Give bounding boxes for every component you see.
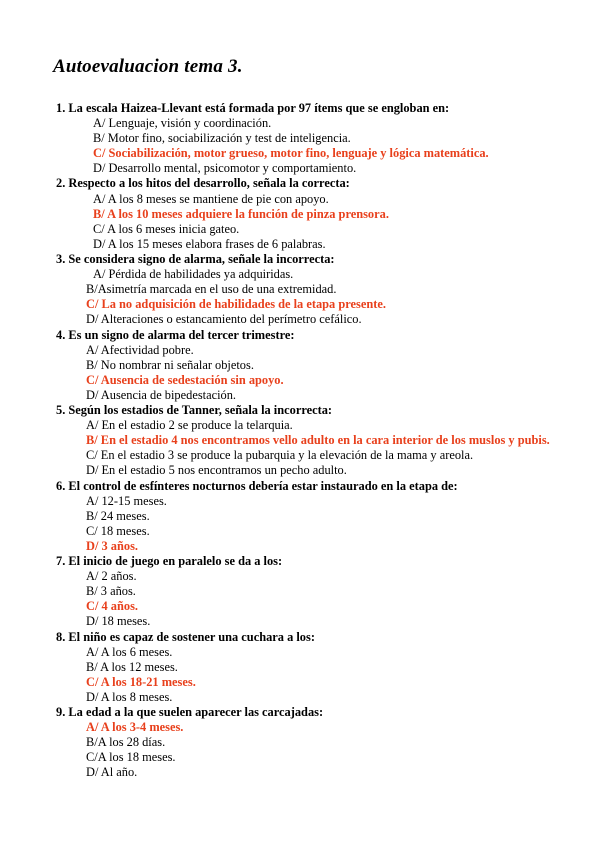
q8-answer-c-correct: C/ A los 18-21 meses. <box>86 675 196 689</box>
q8-answer-b: B/ A los 12 meses. <box>86 660 178 674</box>
q5-answer-d: D/ En el estadio 5 nos encontramos un pecho adulto. <box>86 463 347 477</box>
q7-answer-c-correct: C/ 4 años. <box>86 599 138 613</box>
q1-answer-c-correct: C/ Sociabilización, motor grueso, motor fino, lenguaje y lógica matemática. <box>93 146 489 160</box>
q1-answer-b: B/ Motor fino, sociabilización y test de inteligencia. <box>93 131 351 145</box>
q2-answer-b-correct: B/ A los 10 meses adquiere la función de pinza prensora. <box>93 207 389 221</box>
q7-answer-b: B/ 3 años. <box>86 584 136 598</box>
q7-answer-a: A/ 2 años. <box>86 569 137 583</box>
question-6: 6. El control de esfínteres nocturnos debería estar instaurado en la etapa de: <box>56 479 458 493</box>
q8-answer-d: D/ A los 8 meses. <box>86 690 173 704</box>
question-1: 1. La escala Haizea-Llevant está formada por 97 ítems que se engloban en: <box>56 101 450 115</box>
q5-answer-b-correct: B/ En el estadio 4 nos encontramos vello adulto en la cara interior de los muslos y pubis. <box>86 433 550 447</box>
q3-answer-d: D/ Alteraciones o estancamiento del perímetro cefálico. <box>86 312 362 326</box>
question-2: 2. Respecto a los hitos del desarrollo, señala la correcta: <box>56 176 350 190</box>
q5-answer-c: C/ En el estadio 3 se produce la pubarquia y la elevación de la mama y areola. <box>86 448 474 462</box>
q2-answer-a: A/ A los 8 meses se mantiene de pie con apoyo. <box>93 192 329 206</box>
q6-answer-a: A/ 12-15 meses. <box>86 494 167 508</box>
q9-answer-b: B/A los 28 días. <box>86 735 166 749</box>
q3-answer-b: B/Asimetría marcada en el uso de una extremidad. <box>86 282 337 296</box>
q6-answer-b: B/ 24 meses. <box>86 509 150 523</box>
question-5: 5. Según los estadios de Tanner, señala la incorrecta: <box>56 403 333 417</box>
q7-answer-d: D/ 18 meses. <box>86 614 151 628</box>
question-4: 4. Es un signo de alarma del tercer trimestre: <box>56 328 295 342</box>
q4-answer-c-correct: C/ Ausencia de sedestación sin apoyo. <box>86 373 284 387</box>
q4-answer-a: A/ Afectividad pobre. <box>86 343 194 357</box>
q8-answer-a: A/ A los 6 meses. <box>86 645 173 659</box>
question-7: 7. El inicio de juego en paralelo se da a los: <box>56 554 283 568</box>
question-8: 8. El niño es capaz de sostener una cuchara a los: <box>56 630 315 644</box>
q1-answer-a: A/ Lenguaje, visión y coordinación. <box>93 116 272 130</box>
q9-answer-a-correct: A/ A los 3-4 meses. <box>86 720 184 734</box>
question-9: 9. La edad a la que suelen aparecer las carcajadas: <box>56 705 324 719</box>
document-title: Autoevaluacion tema 3. <box>53 56 243 77</box>
q6-answer-c: C/ 18 meses. <box>86 524 150 538</box>
q1-answer-d: D/ Desarrollo mental, psicomotor y comportamiento. <box>93 161 357 175</box>
q5-answer-a: A/ En el estadio 2 se produce la telarquia. <box>86 418 293 432</box>
q9-answer-d: D/ Al año. <box>86 765 138 779</box>
q3-answer-c-correct: C/ La no adquisición de habilidades de la etapa presente. <box>86 297 386 311</box>
q2-answer-c: C/ A los 6 meses inicia gateo. <box>93 222 240 236</box>
q6-answer-d-correct: D/ 3 años. <box>86 539 138 553</box>
q3-answer-a: A/ Pérdida de habilidades ya adquiridas. <box>93 267 294 281</box>
question-3: 3. Se considera signo de alarma, señale la incorrecta: <box>56 252 335 266</box>
q4-answer-d: D/ Ausencia de bipedestación. <box>86 388 237 402</box>
q9-answer-c: C/A los 18 meses. <box>86 750 176 764</box>
q2-answer-d: D/ A los 15 meses elabora frases de 6 palabras. <box>93 237 326 251</box>
q4-answer-b: B/ No nombrar ni señalar objetos. <box>86 358 254 372</box>
